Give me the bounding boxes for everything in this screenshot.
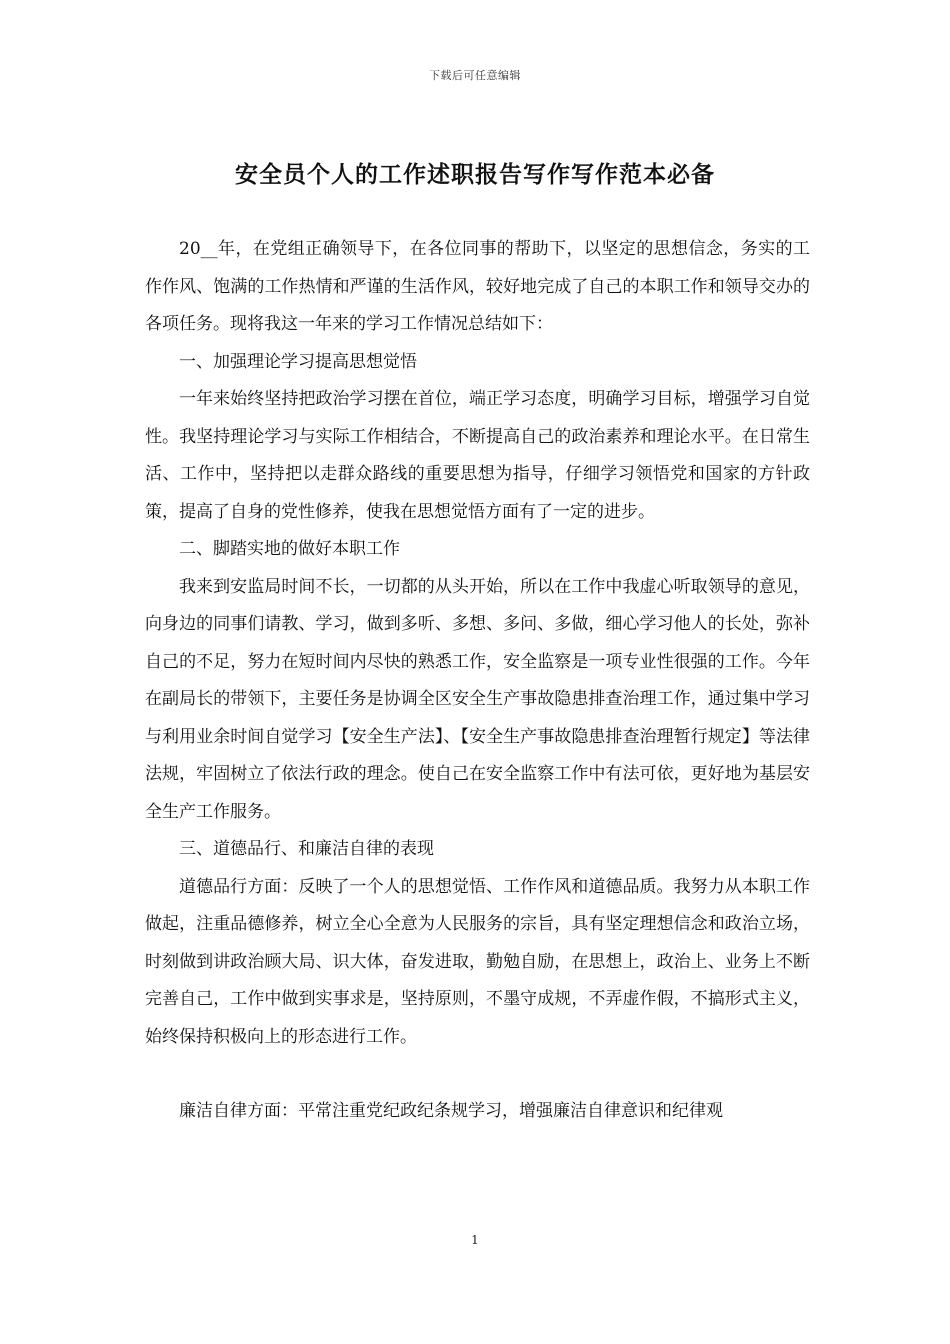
section-heading-3: 三、道德品行、和廉洁自律的表现 xyxy=(179,839,434,859)
paragraph-integrity: 廉洁自律方面：平常注重党纪政纪条规学习，增强廉洁自律意识和纪律观 xyxy=(179,1101,723,1121)
page-number: 1 xyxy=(471,1233,479,1247)
paragraph-intro: 20__年，在党组正确领导下，在各位同事的帮助下，以坚定的思想信念，务实的工作作风、饱满的工作热情和严谨的生活作风，较好地完成了自己的本职工作和领导交办的各项任务。现将我这一年来的学习工作情况总结如下： xyxy=(145,239,810,334)
paragraph-work-duties: 我来到安监局时间不长，一切都的从头开始，所以在工作中我虚心听取领导的意见，向身边的同事们请教、学习，做到多听、多想、多问、多做，细心学习他人的长处，弥补自己的不足，努力在短时间内尽快的熟悉工作，安全监察是一项专业性很强的工作。今年在副局长的带领下，主要任务是协调全区安全生产事故隐患排查治理工作，通过集中学习与利用业余时间自觉学习【安全生产法】、【安全生产事故隐患排查治理暂行规定】等法律法规，牢固树立了依法行政的理念。使自己在安全监察工作中有法可依，更好地为基层安全生产工作服务。 xyxy=(145,576,810,822)
paragraph-theory-study: 一年来始终坚持把政治学习摆在首位，端正学习态度，明确学习目标，增强学习自觉性。我坚持理论学习与实际工作相结合，不断提高自己的政治素养和理论水平。在日常生活、工作中，坚持把以走群众路线的重要思想为指导，仔细学习领悟党和国家的方针政策，提高了自身的党性修养，使我在思想觉悟方面有了一定的进步。 xyxy=(145,389,810,522)
page-header-note: 下载后可任意编辑 xyxy=(429,69,521,82)
document-title: 安全员个人的工作述职报告写作写作范本必备 xyxy=(235,161,715,188)
section-heading-1: 一、加强理论学习提高思想觉悟 xyxy=(179,351,417,372)
paragraph-moral-conduct: 道德品行方面：反映了一个人的思想觉悟、工作作风和道德品质。我努力从本职工作做起，注重品德修养，树立全心全意为人民服务的宗旨，具有坚定理想信念和政治立场，时刻做到讲政治顾大局、识大体，奋发进取，勤勉自励，在思想上，政治上、业务上不断完善自己，工作中做到实事求是，坚持原则，不墨守成规，不弄虚作假，不搞形式主义，始终保持积极向上的形态进行工作。 xyxy=(145,876,810,1047)
document-body xyxy=(145,231,810,1131)
section-heading-2: 二、脚踏实地的做好本职工作 xyxy=(179,539,400,559)
